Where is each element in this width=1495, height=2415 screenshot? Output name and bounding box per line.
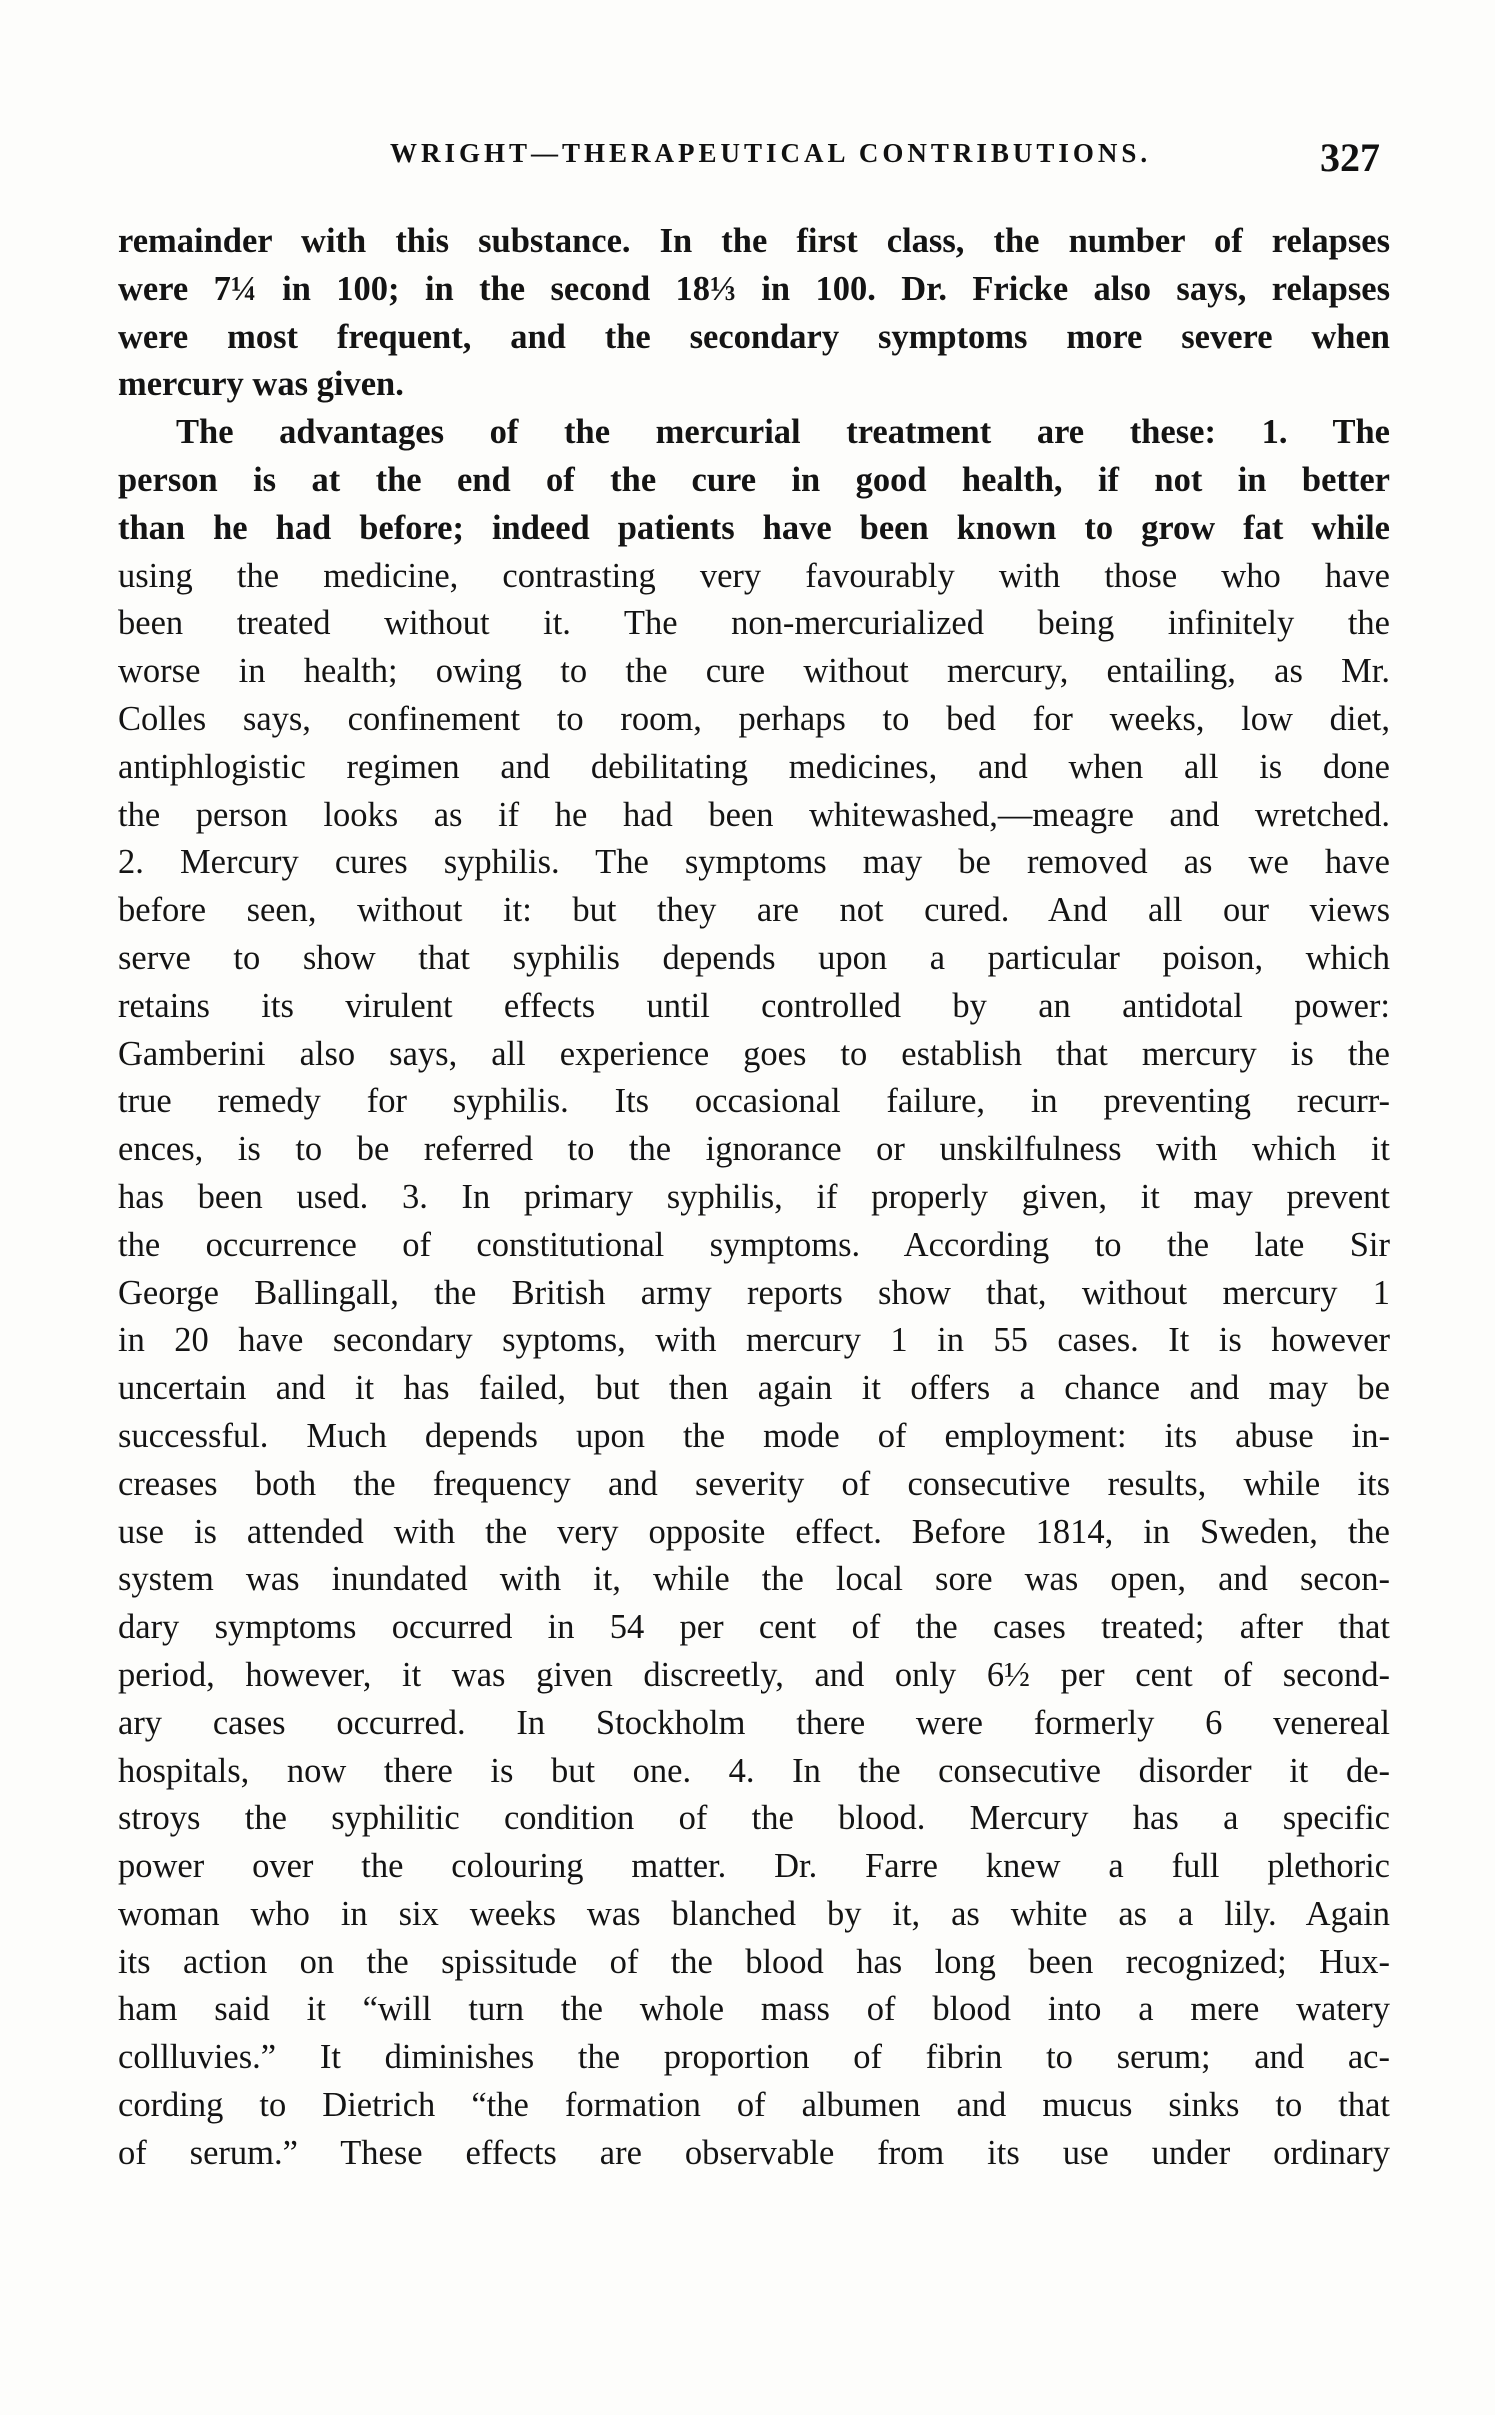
text-line: dary symptoms occurred in 54 per cent of the cases treated; after that xyxy=(118,1608,1390,1647)
text-line: of serum.” These effects are observable from its use under ordinary xyxy=(118,2133,1390,2172)
text-line: using the medicine, contrasting very favourably with those who have xyxy=(118,556,1390,595)
text-line: use is attended with the very opposite effect. Before 1814, in Sweden, the xyxy=(118,1512,1390,1551)
text-line: been treated without it. The non-mercurialized being infinitely the xyxy=(118,604,1390,643)
text-line: ary cases occurred. In Stockholm there were formerly 6 venereal xyxy=(118,1703,1390,1742)
text-line: uncertain and it has failed, but then again it offers a chance and may be xyxy=(118,1369,1390,1408)
text-line: has been used. 3. In primary syphilis, if properly given, it may prevent xyxy=(118,1177,1390,1216)
text-line: retains its virulent effects until controlled by an antidotal power: xyxy=(118,986,1390,1025)
text-line: stroys the syphilitic condition of the blood. Mercury has a specific xyxy=(118,1799,1390,1838)
text-line: successful. Much depends upon the mode of employment: its abuse in- xyxy=(118,1416,1390,1455)
text-line: ences, is to be referred to the ignorance or unskilfulness with which it xyxy=(118,1130,1390,1169)
text-line: serve to show that syphilis depends upon a particular poison, which xyxy=(118,938,1390,977)
text-line: period, however, it was given discreetly, and only 6½ per cent of second- xyxy=(118,1655,1390,1694)
text-line: the occurrence of constitutional symptoms. According to the late Sir xyxy=(118,1225,1390,1264)
running-title: WRIGHT—THERAPEUTICAL CONTRIBUTIONS. xyxy=(390,138,1152,168)
text-line: 2. Mercury cures syphilis. The symptoms may be removed as we have xyxy=(118,843,1390,882)
text-line: worse in health; owing to the cure without mercury, entailing, as Mr. xyxy=(118,652,1390,691)
text-line: system was inundated with it, while the local sore was open, and secon- xyxy=(118,1560,1390,1599)
text-line: hospitals, now there is but one. 4. In the consecutive disorder it de- xyxy=(118,1751,1390,1790)
text-line: true remedy for syphilis. Its occasional failure, in preventing recurr- xyxy=(118,1082,1390,1121)
text-line: the person looks as if he had been whitewashed,—meagre and wretched. xyxy=(118,795,1390,834)
text-line: Gamberini also says, all experience goes to establish that mercury is the xyxy=(118,1034,1390,1073)
text-line: person is at the end of the cure in good health, if not in better xyxy=(118,460,1390,499)
body-text xyxy=(118,218,1390,2178)
text-line: collluvies.” It diminishes the proportion of fibrin to serum; and ac- xyxy=(118,2038,1390,2077)
text-line: before seen, without it: but they are not cured. And all our views xyxy=(118,891,1390,930)
text-line: power over the colouring matter. Dr. Farre knew a full plethoric xyxy=(118,1847,1390,1886)
text-line: were 7¼ in 100; in the second 18⅓ in 100. Dr. Fricke also says, relapses xyxy=(118,269,1390,308)
text-line: Colles says, confinement to room, perhaps to bed for weeks, low diet, xyxy=(118,699,1390,738)
text-line: woman who in six weeks was blanched by it, as white as a lily. Again xyxy=(118,1894,1390,1933)
text-line: remainder with this substance. In the first class, the number of relapses xyxy=(118,222,1390,260)
text-line: mercury was given. xyxy=(118,365,404,404)
text-line: were most frequent, and the secondary symptoms more severe when xyxy=(118,317,1390,356)
text-line: its action on the spissitude of the blood has long been recognized; Hux- xyxy=(118,1942,1390,1981)
text-line: George Ballingall, the British army reports show that, without mercury 1 xyxy=(118,1273,1390,1312)
text-line: ham said it “will turn the whole mass of blood into a mere watery xyxy=(118,1990,1390,2029)
text-line: than he had before; indeed patients have been known to grow fat while xyxy=(118,508,1390,547)
page-number: 327 xyxy=(1320,135,1380,180)
paragraph-start-line: The advantages of the mercurial treatment are these: 1. The xyxy=(176,413,1390,452)
text-line: antiphlogistic regimen and debilitating medicines, and when all is done xyxy=(118,747,1390,786)
text-line: creases both the frequency and severity of consecutive results, while its xyxy=(118,1464,1390,1503)
text-line: cording to Dietrich “the formation of albumen and mucus sinks to that xyxy=(118,2086,1390,2125)
text-line: in 20 have secondary syptoms, with mercury 1 in 55 cases. It is however xyxy=(118,1321,1390,1360)
running-head xyxy=(120,135,1380,188)
